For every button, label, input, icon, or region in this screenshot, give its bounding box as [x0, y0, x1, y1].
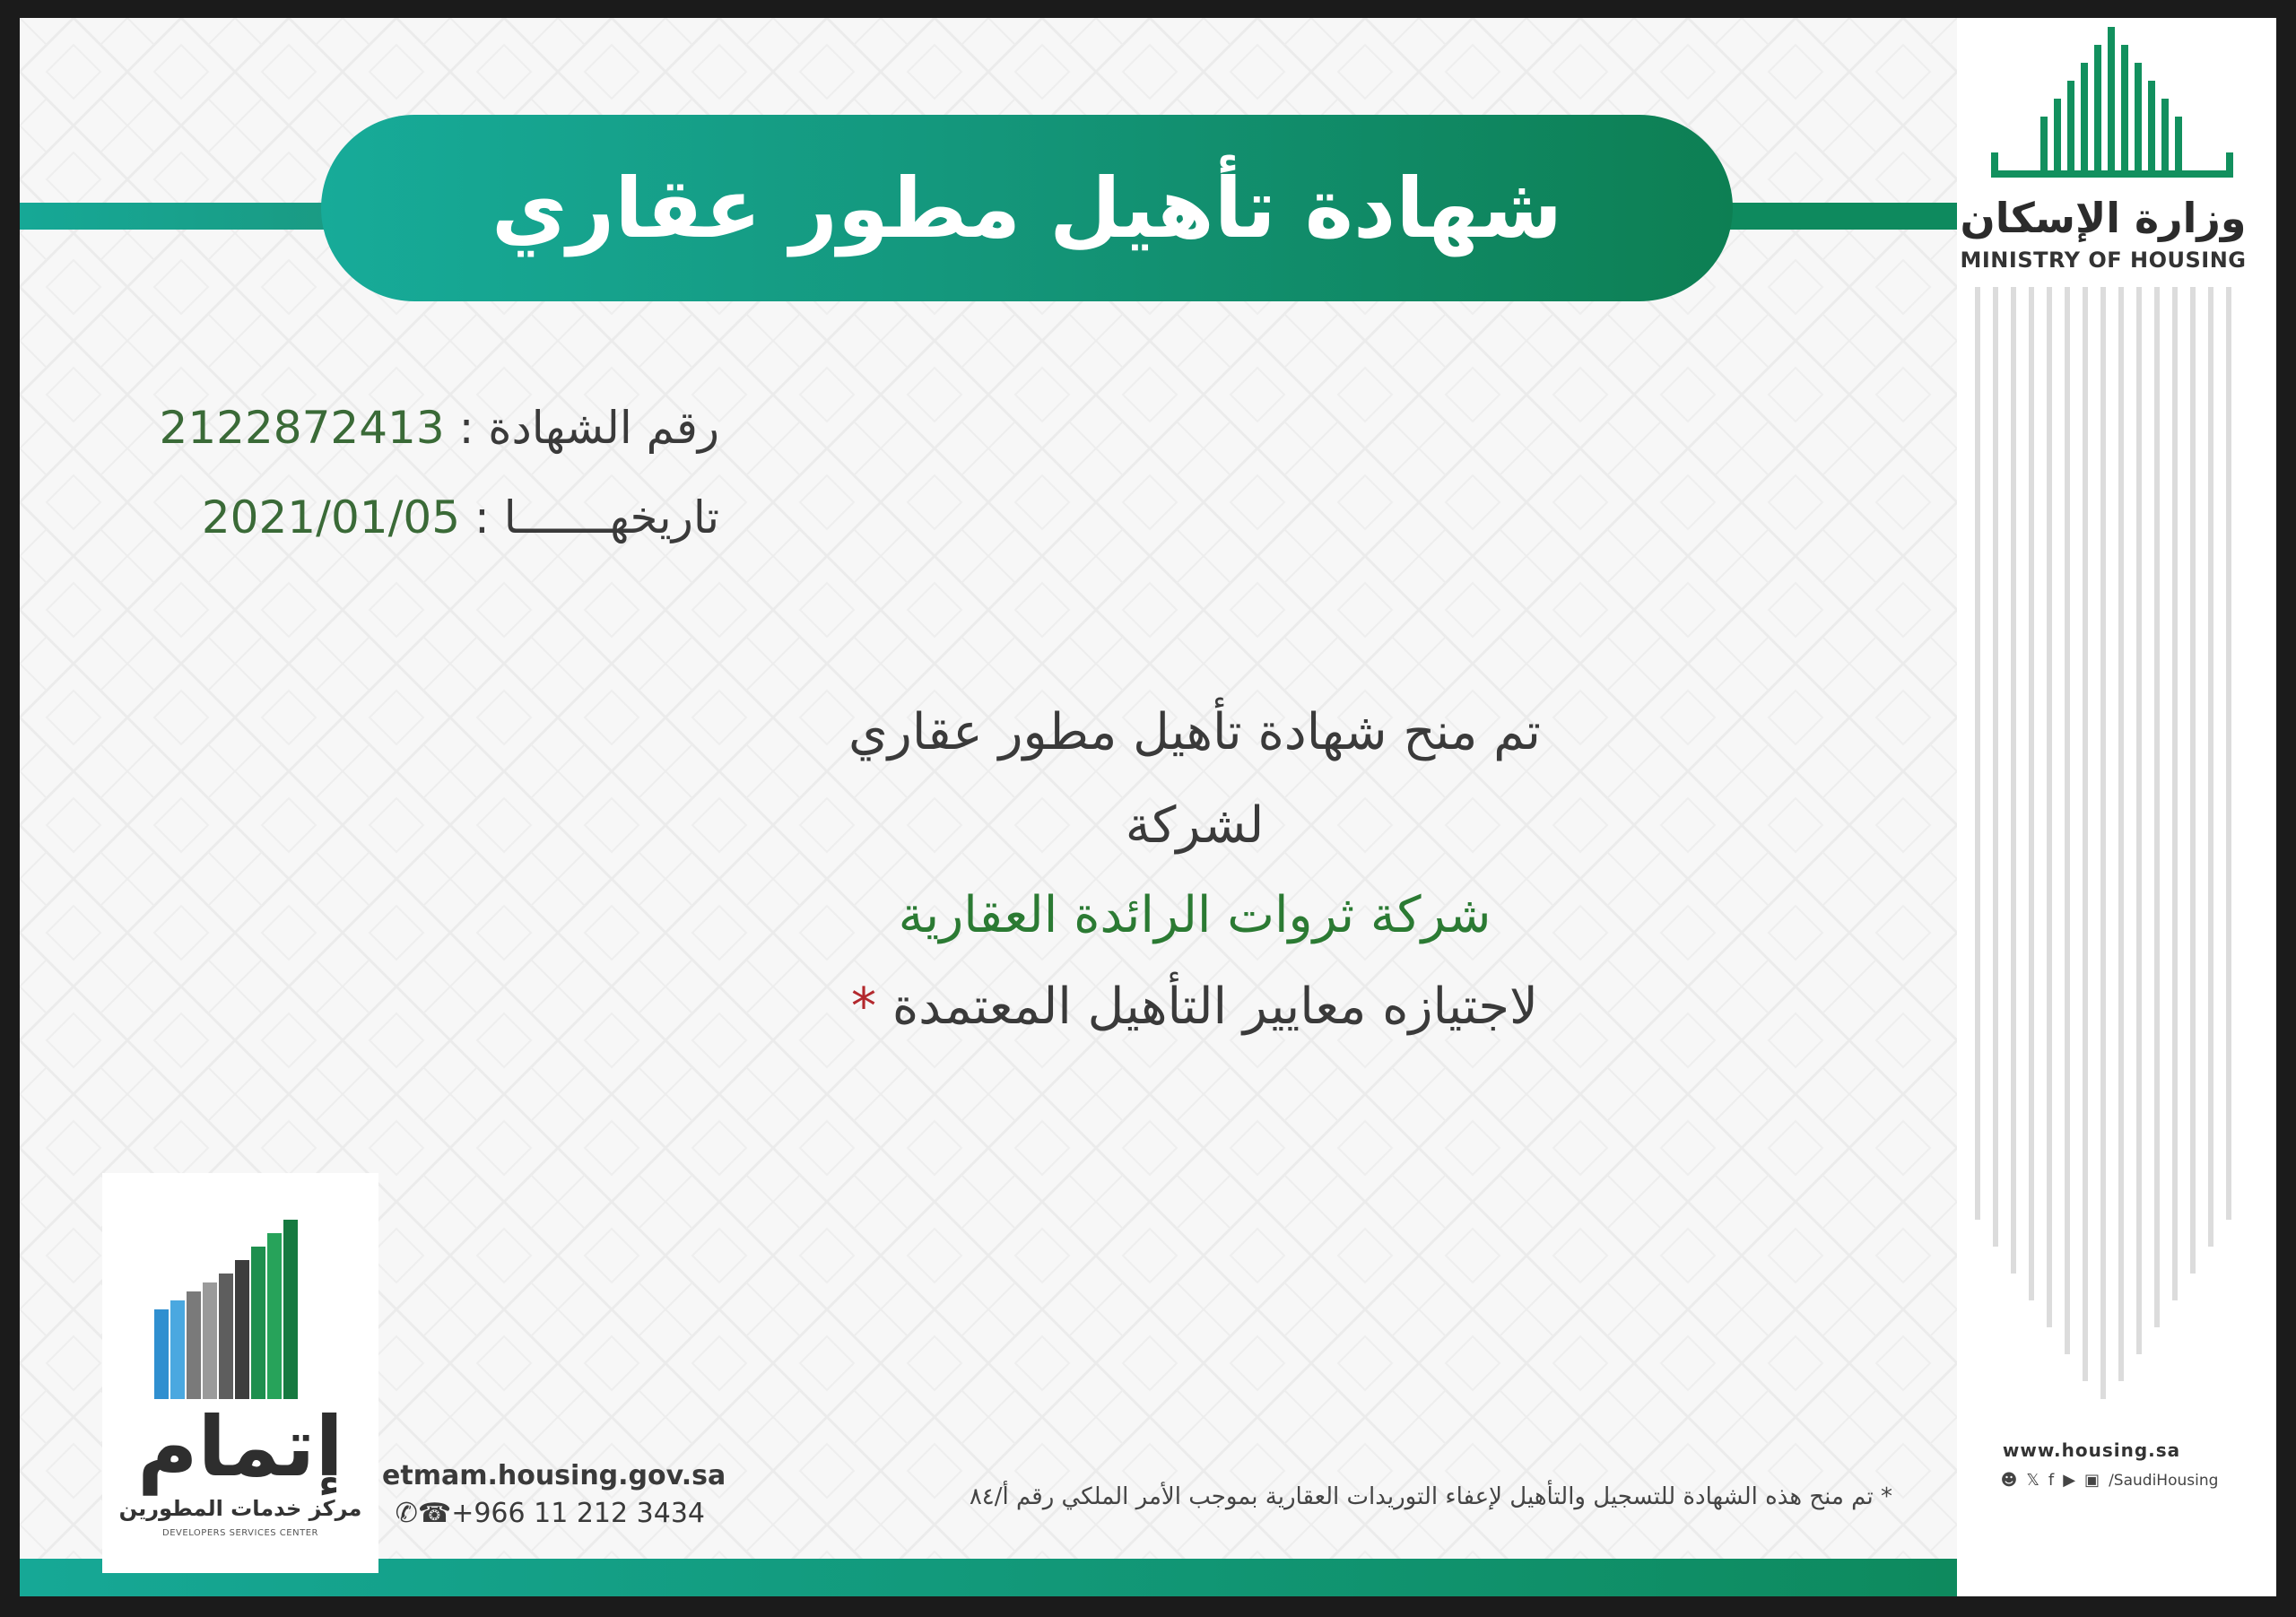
certificate-date-row	[118, 491, 719, 543]
header-bar-right	[1706, 203, 1957, 230]
criteria-text: لاجتيازه معايير التأهيل المعتمدة	[891, 978, 1538, 1036]
company-name: شركة ثروات الرائدة العقارية	[898, 886, 1492, 944]
twitter-icon[interactable]: 𝕏	[2026, 1471, 2039, 1490]
certificate-date-label: تاريخهـــــــا :	[474, 491, 719, 543]
etmam-website[interactable]: etmam.housing.gov.sa	[382, 1460, 726, 1491]
ministry-stripes-decoration	[1975, 287, 2244, 1417]
social-handle: /SaudiHousing	[2109, 1471, 2219, 1490]
grant-statement: تم منح شهادة تأهيل مطور عقاري	[848, 703, 1542, 761]
certificate-number-row	[118, 402, 719, 454]
instagram-icon[interactable]: ▣	[2084, 1471, 2100, 1490]
legal-footnote: * تم منح هذه الشهادة للتسجيل والتأهيل لإعفاء التوريدات العقارية بموجب الأمر الملكي رقم أ/٨٤	[969, 1483, 1892, 1510]
youtube-icon[interactable]: ▶	[2063, 1471, 2076, 1490]
whatsapp-icon: ✆	[395, 1498, 418, 1529]
contact-phone-row	[382, 1498, 705, 1529]
etmam-subtitle-arabic: مركز خدمات المطورين	[118, 1496, 362, 1521]
ministry-logo-icon	[1973, 27, 2251, 206]
certificate-title-banner	[321, 115, 1733, 301]
certificate-date-value: 2021/01/05	[201, 491, 461, 543]
ministry-website[interactable]: www.housing.sa	[2002, 1439, 2181, 1461]
phone-icon: ☎	[417, 1498, 452, 1529]
snapchat-icon[interactable]: ☻	[2000, 1471, 2018, 1490]
header-bar-left	[20, 203, 352, 230]
certificate-title: شهادة تأهيل مطور عقاري	[491, 160, 1563, 256]
etmam-logo-icon	[136, 1211, 352, 1417]
etmam-name: إتمام	[137, 1399, 344, 1495]
facebook-icon[interactable]: f	[2048, 1471, 2055, 1490]
ministry-name-english: MINISTRY OF HOUSING	[1960, 248, 2247, 273]
footnote-asterisk: *	[851, 978, 877, 1036]
grant-for-company-label: لشركة	[1125, 796, 1265, 855]
certificate-number-label: رقم الشهادة :	[458, 402, 719, 454]
etmam-subtitle-english: DEVELOPERS SERVICES CENTER	[162, 1528, 318, 1538]
criteria-statement	[800, 978, 1589, 1036]
ministry-name-arabic: وزارة الإسكان	[1960, 194, 2247, 242]
ministry-social-links	[1975, 1471, 2244, 1490]
phone-number[interactable]: +966 11 212 3434	[451, 1498, 705, 1529]
certificate-number-value: 2122872413	[159, 402, 445, 454]
